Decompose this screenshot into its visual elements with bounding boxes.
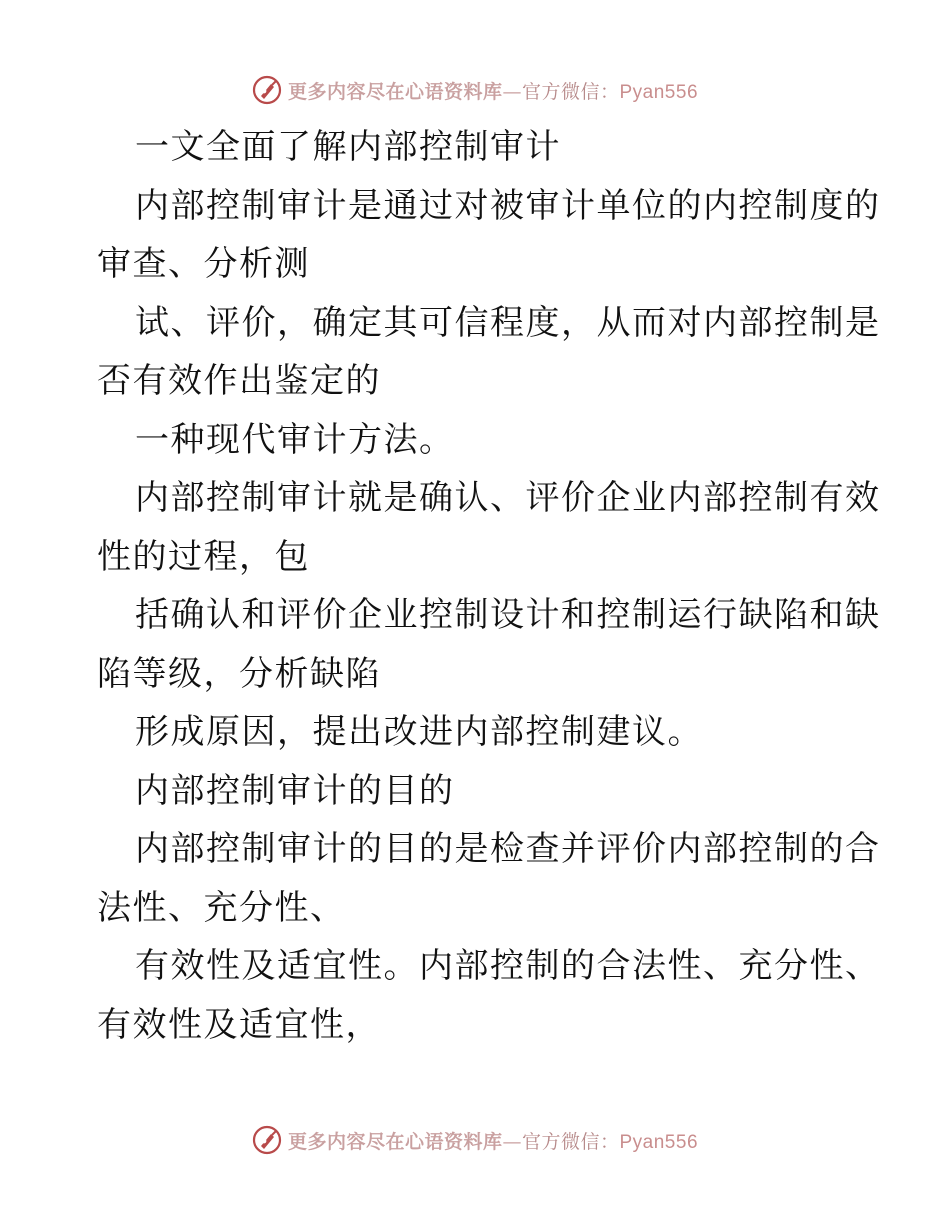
paragraph-line: 审查、分析测 [97,244,310,284]
footer-banner-official: 官方微信： [521,1130,620,1153]
document-title: 一文全面了解内部控制审计 [135,127,561,167]
paragraph-line: 一种现代审计方法。 [135,419,455,460]
paragraph-line: 内部控制审计是通过对被审计单位的内控制度的 [135,185,881,226]
header-banner-official: 官方微信： [521,80,620,103]
footer-banner-handle: Pyan556 [619,1131,699,1153]
paragraph-line: 否有效作出鉴定的 [97,361,381,401]
footer-banner [0,1120,950,1160]
section-heading: 内部控制审计的目的 [135,770,455,811]
paragraph-line: 内部控制审计就是确认、评价企业内部控制有效 [135,478,881,518]
paragraph-line: 内部控制审计的目的是检查并评价内部控制的合 [135,829,881,869]
header-banner [0,70,950,110]
paragraph-line: 陷等级，分析缺陷 [97,653,381,694]
pen-nib-logo-icon [252,75,282,105]
paragraph-line: 性的过程，包 [97,536,310,577]
paragraph-line: 括确认和评价企业控制设计和控制运行缺陷和缺 [135,595,881,635]
pen-nib-logo-icon [252,1125,282,1155]
paragraph-line: 有效性及适宜性， [97,1004,381,1045]
paragraph-line: 有效性及适宜性。内部控制的合法性、充分性、 [135,946,881,986]
header-banner-main: 更多内容尽在心语资料库 [287,80,503,103]
paragraph-line: 法性、充分性、 [97,887,346,928]
paragraph-line: 形成原因，提出改进内部控制建议。 [135,712,703,752]
paragraph-line: 试、评价，确定其可信程度，从而对内部控制是 [135,302,881,343]
document-body [97,118,881,1054]
footer-banner-dash: — [502,1130,522,1153]
header-banner-dash: — [502,80,522,103]
footer-banner-main: 更多内容尽在心语资料库 [287,1130,503,1153]
footer-banner-text [288,1127,698,1154]
header-banner-text [288,77,698,104]
header-banner-handle: Pyan556 [619,81,699,103]
